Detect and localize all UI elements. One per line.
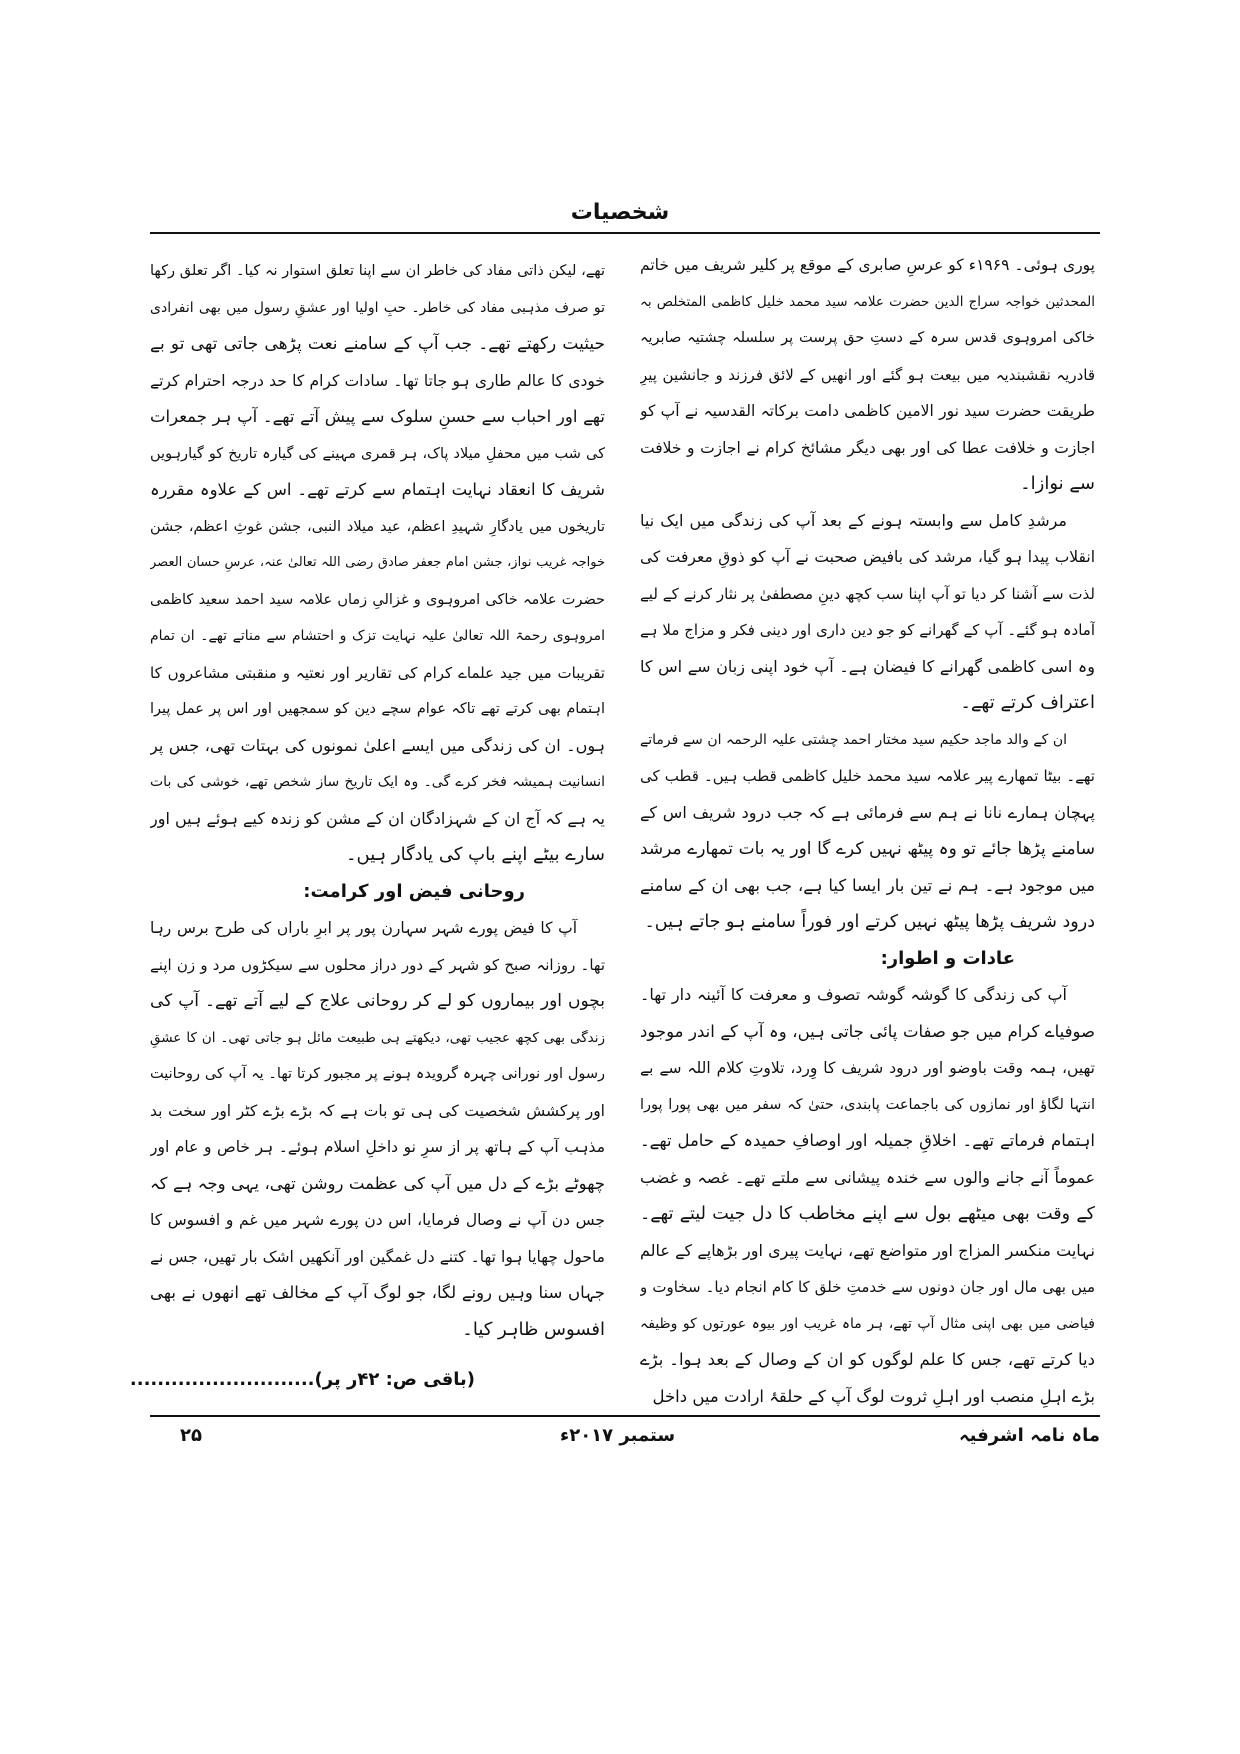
- paragraph: [640, 247, 1095, 503]
- section-heading: روحانی فیض اور کرامت:: [303, 880, 525, 902]
- text-line: افسوس ظاہر کیا۔: [462, 1318, 605, 1340]
- text-line: آپ کا فیض پورے شہر سہارن پور پر ابرِ باراں کی طرح برس رہا: [150, 919, 577, 937]
- text-line: رسول اور نورانی چہرہ گرویدہ ہونے پر مجبور کرتا تھا۔ یہ آپ کی روحانیت: [150, 1066, 605, 1082]
- text-line: درود شریف پڑھا پیٹھ نہیں کرتے اور فوراً سامنے ہو جاتے ہیں۔: [644, 912, 1095, 932]
- paragraph: [640, 977, 1095, 1415]
- right-column: [640, 247, 1095, 1415]
- text-line: خواجہ غریب نواز، جشن امام جعفر صادق رضی اللہ تعالیٰ عنہ، عرسِ حسان العصر: [150, 555, 605, 570]
- left-column: [129, 253, 605, 1398]
- paragraph: [150, 910, 605, 1348]
- text-line: قادریہ نقشبندیہ میں بیعت ہو گئے اور انھیں کے لائق فرزند و جانشین پیرِ: [640, 365, 1095, 384]
- paragraph: [150, 253, 605, 874]
- text-line: کے وقت بھی میٹھے بول سے اپنے مخاطب کا دل جیت لیتے تھے۔: [640, 1204, 1095, 1224]
- text-line: لذت سے آشنا کر دیا تو آپ اپنا سب کچھ دینِ مصطفیٰ پر نثار کرنے کے لیے: [640, 584, 1095, 603]
- text-line: اجازت و خلافت عطا کی اور بھی دیگر مشائخ کرام نے اجازت و خلافت: [640, 438, 1095, 457]
- text-line: نہایت منکسر المزاج اور متواضع تھے، نہایت پیری اور بڑھاپے کے عالم: [640, 1240, 1095, 1260]
- text-line: اعتراف کرتے تھے۔: [960, 692, 1095, 713]
- text-line: آمادہ ہو گئے۔ آپ کے گھرانے کو جو دین داری اور دینی فکر و مزاج ملا ہے: [640, 621, 1095, 639]
- paragraph: [640, 503, 1095, 722]
- text-line: المحدثین خواجہ سراج الدین حضرت علامہ سید محمد خلیل کاظمی المتخلص بہ: [640, 293, 1095, 310]
- text-line: آپ کی زندگی کا گوشہ گوشہ تصوف و معرفت کا آئینہ دار تھا۔: [640, 985, 1067, 1004]
- text-line: اہتمام فرماتے تھے۔ اخلاقِ جمیلہ اور اوصافِ حمیدہ کے حامل تھے۔: [640, 1131, 1095, 1150]
- text-line: طریقت حضرت سید نور الامین کاظمی دامت برکاتہ القدسیہ نے آپ کو: [640, 402, 1095, 420]
- text-line: چھوٹے بڑے کے دل میں آپ کی عظمت روشن تھی، یہی وجہ ہے کہ: [150, 1173, 605, 1193]
- text-line: انتہا لگاؤ اور نمازوں کی باجماعت پابندی، حتیٰ کہ سفر میں بھی پورا پورا: [640, 1096, 1095, 1113]
- paragraph: [640, 722, 1095, 941]
- text-line: تھے۔ بیٹا تمھارے پیر علامہ سید محمد خلیل کاظمی قطب ہیں۔ قطب کی: [640, 767, 1095, 785]
- continuation-note: (باقی ص: ۴۲ر پر)...........................: [129, 1369, 475, 1390]
- text-line: ان کے والد ماجد حکیم سید مختار احمد چشتی علیہ الرحمہ ان سے فرماتے: [640, 731, 1067, 748]
- text-line: اہتمام بھی کرتے تھے تاکہ عوام سچے دین کو سمجھیں اور اس پر عمل پیرا: [150, 701, 605, 717]
- text-line: ہوں۔ ان کی زندگی میں ایسے اعلیٰ نمونوں کی بہتات تھی، جس پر: [150, 735, 605, 755]
- magazine-name: ماہ نامہ اشرفیہ: [959, 1425, 1100, 1446]
- text-line: میں بھی مال اور جان دونوں سے خدمتِ خلق کا کام انجام دیا۔ سخاوت و: [640, 1278, 1095, 1296]
- text-line: پہچان ہمارے نانا نے ہم سے فرمائی ہے کہ جب درود شریف اس کے: [640, 802, 1095, 822]
- text-line: خاکی امروہوی قدس سرہ کے دستِ حق پرست پر سلسلہ چشتیہ صابریہ: [640, 330, 1095, 346]
- text-line: سارے بیٹے اپنے باپ کی یادگار ہیں۔: [345, 844, 605, 865]
- text-line: جس دن آپ نے وصال فرمایا، اس دن پورے شہر میں غم و افسوس کا: [150, 1211, 605, 1229]
- text-line: تھے، لیکن ذاتی مفاد کی خاطر ان سے اپنا تعلق استوار نہ کیا۔ اگر تعلق رکھا: [150, 263, 605, 279]
- text-line: تو صرف مذہبی مفاد کی خاطر۔ حبِ اولیا اور عشقِ رسول میں بھی انفرادی: [150, 299, 605, 316]
- text-line: بچوں اور بیماروں کو لے کر روحانی علاج کے لیے آتے تھے۔ آپ کی: [150, 991, 605, 1011]
- text-line: ماحول چھایا ہوا تھا۔ کتنے دل غمگین اور آنکھیں اشک بار تھیں، جس نے: [150, 1247, 605, 1266]
- text-line: بڑے اہلِ منصب اور اہلِ ثروت لوگ آپ کے حلقۂ ارادت میں داخل: [652, 1386, 1095, 1406]
- text-line: جہاں سنا وہیں رونے لگا، جو لوگ آپ کے مخالف تھے انھوں نے بھی: [150, 1283, 605, 1302]
- text-line: تھا۔ روزانہ صبح کو شہر کے دور دراز محلوں سے سیکڑوں مرد و زن اپنے: [150, 955, 605, 974]
- text-line: یہ ہے کہ آج ان کے شہزادگان ان کے مشن کو زندہ کیے ہوئے ہیں اور: [150, 808, 605, 828]
- section-title: شخصیات: [570, 200, 670, 225]
- text-line: مذہب آپ کے ہاتھ پر از سرِ نو داخلِ اسلام ہوئے۔ ہر خاص و عام اور: [150, 1138, 605, 1156]
- text-line: میں موجود ہے۔ ہم نے تین بار ایسا کیا ہے، جب بھی ان کے سامنے: [640, 875, 1095, 895]
- page-number: ۲۵: [180, 1425, 202, 1446]
- text-line: اور پرکشش شخصیت کی ہی تو بات ہے کہ بڑے بڑے کٹر اور سخت بد: [150, 1101, 605, 1120]
- text-line: فیاضی میں بھی اپنی مثال آپ تھے، ہر ماہ غریب اور بیوہ عورتوں کو وظیفہ: [640, 1315, 1095, 1332]
- text-line: مرشدِ کامل سے وابستہ ہونے کے بعد آپ کی زندگی میں ایک نیا: [640, 510, 1067, 530]
- text-line: تقریبات میں جید علماے کرام کی تقاریر اور نعتیہ و منقبتی مشاعروں کا: [150, 663, 605, 682]
- text-line: انسانیت ہمیشہ فخر کرے گی۔ وہ ایک تاریخ ساز شخص تھے، خوشی کی بات: [150, 774, 605, 790]
- text-line: تاریخوں میں یادگارِ شہیدِ اعظم، عید میلاد النبی، جشن غوثِ اعظم، جشن: [150, 518, 605, 535]
- section-heading: عادات و اطوار:: [880, 947, 1015, 969]
- text-line: سے نوازا۔: [1020, 473, 1095, 494]
- text-line: شریف کا انعقاد نہایت اہتمام سے کرتے تھے۔ اس کے علاوہ مقررہ: [150, 480, 605, 499]
- text-line: کی شب میں محفلِ میلاد پاک، ہر قمری مہینے کی گیارہ تاریخ کو گیارہویں: [150, 445, 605, 462]
- text-line: امروہوی رحمۃ اللہ تعالیٰ علیہ نہایت تزک و احتشام سے مناتے تھے۔ ان تمام: [150, 628, 605, 644]
- text-line: تھے اور احباب سے حسنِ سلوک سے پیش آتے تھے۔ آپ ہر جمعرات: [150, 407, 605, 426]
- text-line: صوفیاے کرام میں جو صفات پائی جاتی ہیں، وہ آپ کے اندر موجود: [640, 1021, 1095, 1041]
- text-line: حیثیت رکھتے تھے۔ جب آپ کے سامنے نعت پڑھی جاتی تھی تو بے: [150, 334, 605, 354]
- text-line: وہ اسی کاظمی گھرانے کا فیضان ہے۔ آپ خود اپنی زبان سے اس کا: [640, 656, 1095, 676]
- text-line: زندگی بھی کچھ عجیب تھی، دیکھتے ہی طبیعت مائل ہو جاتی تھی۔ ان کا عشقِ: [150, 1029, 605, 1046]
- text-line: خودی کا عالم طاری ہو جاتا تھا۔ سادات کرام کا حد درجہ احترام کرتے: [150, 371, 605, 390]
- header-rule: [150, 232, 1100, 234]
- text-line: دیا کرتے تھے، جس کا علم لوگوں کو ان کے وصال کے بعد ہوا۔ بڑے: [640, 1350, 1095, 1369]
- footer-rule: [150, 1415, 1100, 1417]
- text-line: انقلاب پیدا ہو گیا، مرشد کی بافیض صحبت نے آپ کو ذوقِ معرفت کی: [640, 548, 1095, 566]
- text-line: تھیں، ہمہ وقت باوضو اور درود شریف کا وِرد، تلاوتِ کلام اللہ سے بے: [640, 1059, 1095, 1077]
- text-line: پوری ہوئی۔ ۱۹۶۹ء کو عرسِ صابری کے موقع پر کلیر شریف میں خاتم: [640, 256, 1095, 274]
- text-line: سامنے پڑھا جائے تو وہ پیٹھ نہیں کرے گا اور یہ بات تمھارے مرشد: [640, 839, 1095, 859]
- issue-date: ستمبر ۲۰۱۷ء: [560, 1425, 676, 1446]
- text-line: حضرت علامہ خاکی امروہوی و غزالیِ زماں علامہ سید احمد سعید کاظمی: [150, 591, 605, 608]
- text-line: عموماً آنے جانے والوں سے خندہ پیشانی سے ملتے تھے۔ غصہ و غضب: [640, 1167, 1095, 1187]
